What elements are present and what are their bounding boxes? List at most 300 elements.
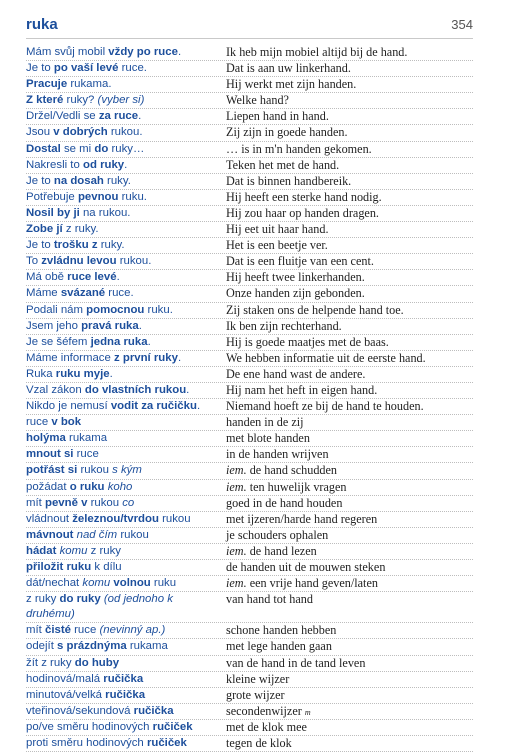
czech-phrase [26,335,224,350]
czech-phrase [26,463,224,478]
dutch-text: tegen de klok [226,736,292,751]
dutch-translation [226,496,471,511]
phrase-row [26,61,473,77]
czech-phrase [26,592,224,622]
phrase-row [26,383,473,399]
czech-text: k dílu [91,561,122,573]
czech-text: hodinová/malá [26,672,104,685]
dutch-translation [226,77,471,92]
czech-text: odejít [26,640,58,653]
czech-text: z ruky. [62,223,99,236]
phrase-row [26,592,473,623]
czech-text: ruku. [144,303,173,316]
dutch-translation [226,270,471,285]
phrase-row [26,351,473,367]
phrase-row [26,142,473,158]
czech-text: vteřinová/sekundová [26,704,134,717]
czech-phrase [26,77,224,92]
czech-text: rukou [117,528,149,541]
dutch-text: handen in de zij [226,415,304,430]
czech-phrase [26,351,224,366]
czech-text: minutová/velká [26,688,106,701]
czech-text: ruky… [108,142,145,155]
phrase-row [26,125,473,141]
dutch-text: de hand lezen [246,543,317,558]
dutch-translation [226,576,471,591]
phrase-row [26,335,473,351]
phrase-row [26,238,473,254]
czech-phrase [26,544,224,559]
czech-text: rukou [77,464,113,477]
czech-text: s prázdnýma [57,640,127,653]
phrase-row [26,367,473,383]
czech-text: co [122,496,135,509]
dutch-text: Ik heb mijn mobiel altijd bij de hand. [226,45,408,59]
dutch-translation [226,109,471,124]
czech-text: rukama [126,640,168,653]
czech-phrase [26,45,224,60]
dutch-text: Dat is binnen handbereik. [226,173,352,188]
phrase-row [26,431,473,447]
dutch-translation [226,335,471,350]
dutch-translation [226,736,471,751]
czech-text: koho [107,480,133,493]
czech-text: na rukou. [79,206,131,219]
phrase-row [26,656,473,672]
phrase-row [26,77,473,93]
dutch-translation [226,125,471,140]
dutch-translation [226,720,471,735]
czech-text: komu [82,577,111,590]
czech-text: Vzal zákon [26,383,85,396]
dutch-translation [226,158,471,173]
dutch-text: Niemand hoeft ze bij de hand te houden. [226,399,424,414]
czech-text: do [94,142,109,155]
czech-phrase [26,623,224,638]
czech-text: . [177,351,182,364]
czech-text: (od jednoho k druhému) [26,593,173,621]
phrase-row [26,544,473,560]
dutch-text: Hij is goede maatjes met de baas. [226,334,389,349]
czech-text: železnou/tvrdou [72,512,159,525]
phrase-row [26,463,473,479]
dutch-translation [226,463,471,478]
czech-text: ruky. [103,174,131,187]
page-header [26,14,473,39]
czech-text: pevnou [77,190,119,203]
dutch-text: Hij zou haar op handen dragen. [226,205,379,220]
phrase-row [26,399,473,415]
dutch-text: Teken het met de hand. [226,157,340,172]
czech-text: svázané [60,287,106,300]
czech-text: rukama [65,432,108,445]
czech-phrase [26,383,224,398]
dutch-translation [226,399,471,414]
czech-text: v bok [51,416,82,429]
dutch-translation [226,704,471,720]
czech-text: Je se šéfem [26,335,91,348]
czech-text: Máme informace [26,351,114,364]
czech-text: Nosil by ji [26,206,80,219]
dutch-text: schone handen hebben [226,623,337,638]
dutch-translation [226,286,471,301]
phrase-row [26,560,473,576]
dutch-text: kleine wijzer [226,671,290,686]
czech-text: ruce. [118,62,147,75]
czech-text: Z které [26,94,64,107]
czech-text: vládnout [26,512,73,525]
dutch-translation [226,639,471,654]
czech-text: zvládnu levou [41,255,117,268]
czech-text: ruku myje [55,367,110,380]
czech-text: se mi [60,142,95,155]
czech-text: přiložit ruku [26,561,92,573]
czech-phrase [26,496,224,511]
dutch-translation [226,319,471,334]
dutch-translation [226,592,471,607]
czech-phrase [26,431,224,446]
phrase-row [26,93,473,109]
dutch-text: grote wijzer [226,687,285,702]
dutch-translation [226,238,471,253]
czech-text: . [196,400,201,413]
phrase-row [26,480,473,496]
czech-phrase [26,142,224,157]
czech-phrase [26,704,224,719]
dutch-translation [226,190,471,205]
czech-text: do ruky [59,593,101,606]
dutch-text: van de hand in de tand leven [226,655,366,670]
dutch-text: Zij staken ons de helpende hand toe. [226,302,404,317]
dutch-text: ten huwelijk vragen [246,479,347,494]
phrase-row [26,576,473,592]
czech-phrase [26,158,224,173]
dutch-text: de handen uit de mouwen steken [226,560,386,574]
czech-text: v dobrých [53,126,108,139]
dutch-translation [226,45,471,60]
czech-text: potřást si [26,464,78,477]
czech-phrase [26,512,224,527]
dutch-text: Hij werkt met zijn handen. [226,77,357,92]
czech-phrase [26,639,224,654]
dutch-text: Onze handen zijn gebonden. [226,286,365,301]
czech-text: nad čím [76,528,118,541]
czech-text: čisté [44,624,71,637]
dutch-text: van hand tot hand [226,592,313,607]
headword: ruka [26,16,58,33]
dutch-text: De ene hand wast de andere. [226,366,366,381]
dutch-translation [226,656,471,671]
czech-text: . [186,383,190,396]
czech-text: ruky? [63,94,98,107]
dutch-text: Hij heeft twee linkerhanden. [226,270,365,285]
phrase-row [26,222,473,238]
czech-phrase [26,480,224,495]
czech-text: rukama. [67,78,112,91]
czech-text: . [138,319,142,332]
czech-text: (vyber si) [97,94,145,107]
dutch-text: Het is een beetje ver. [226,238,328,253]
czech-phrase [26,415,224,430]
czech-text: . [147,335,151,348]
czech-text: volnou [113,577,151,590]
czech-text: Podali nám [26,303,87,316]
dutch-text: je schouders ophalen [226,527,329,542]
czech-text: ručička [133,704,174,717]
czech-text: Pracuje [26,78,68,91]
czech-phrase [26,61,224,76]
czech-text: ručiček [146,737,187,750]
czech-text: trošku z [53,239,98,252]
phrase-row [26,190,473,206]
czech-text: mít [26,496,45,509]
czech-text: ruce [73,448,99,461]
czech-text: po/ve směru hodinových [26,720,153,733]
czech-text: mávnout [26,528,74,541]
czech-text: ruce [70,624,100,637]
dutch-text: met blote handen [226,431,310,446]
czech-text: s kým [112,464,142,477]
czech-text: (nevinný ap.) [99,624,166,637]
dutch-text: met de klok mee [226,719,307,734]
phrase-row [26,174,473,190]
czech-phrase [26,319,224,334]
czech-text: požádat [26,480,70,493]
czech-phrase [26,190,224,205]
czech-text: Jsou [26,126,54,139]
phrase-row [26,286,473,302]
czech-phrase [26,560,224,575]
phrase-row [26,270,473,286]
dutch-text: Liepen hand in hand. [226,109,329,124]
phrase-row [26,688,473,704]
czech-text: jedna ruka [90,335,148,348]
czech-phrase [26,447,224,462]
czech-text: mít [26,624,45,637]
czech-phrase [26,576,224,591]
dutch-translation [226,672,471,687]
phrase-row [26,704,473,720]
czech-phrase [26,303,224,318]
czech-text: z ruky [26,593,60,606]
czech-text: proti směru hodinových [26,737,147,750]
dutch-translation [226,688,471,703]
czech-phrase [26,109,224,124]
dutch-text: Zij zijn in goede handen. [226,125,348,140]
czech-text: Má obě [26,271,68,284]
czech-text: Zobe jí [26,223,63,236]
dutch-text: iem. [226,543,247,558]
czech-text: To [26,255,42,268]
czech-text: žít z ruky [26,656,75,669]
czech-text: z ruky [87,544,121,557]
czech-text: hádat [26,544,57,557]
czech-text: za ruce [98,110,139,123]
czech-phrase [26,206,224,221]
dutch-translation [226,61,471,76]
czech-text: dát/nechat [26,577,83,590]
dutch-text: goed in de hand houden [226,495,343,510]
czech-phrase [26,528,224,543]
czech-text: ruku. [118,190,147,203]
dutch-translation [226,142,471,157]
czech-text: ruce. [105,287,134,300]
dutch-text: secondenwijzer [226,703,305,718]
czech-text: ruky. [97,239,125,252]
dutch-text: een vrije hand geven/laten [246,576,378,591]
dutch-text: iem. [226,479,247,494]
page-number: 354 [451,17,473,32]
czech-text: vodit za ručičku [110,400,197,413]
czech-phrase [26,174,224,189]
dutch-translation [226,174,471,189]
czech-phrase [26,93,224,108]
czech-text: Potřebuje [26,190,78,203]
dutch-translation [226,544,471,559]
dutch-text: met lege handen gaan [226,639,332,654]
czech-text: Nikdo je nemusí [26,400,111,413]
czech-text: Mám svůj mobil [26,46,109,58]
czech-text: Ruka [26,367,56,380]
dutch-translation [226,367,471,382]
czech-phrase [26,286,224,301]
dutch-text: Ik ben zijn rechterhand. [226,318,342,333]
dutch-translation [226,512,471,527]
czech-text: ruce [26,416,52,429]
dutch-translation [226,480,471,495]
phrase-row [26,158,473,174]
dutch-text: Dat is een fluitje van een cent. [226,254,374,269]
phrase-row [26,254,473,270]
czech-text: Dostal [26,142,61,155]
czech-text: na dosah [53,174,104,187]
phrase-row [26,45,473,61]
phrase-row [26,415,473,431]
czech-phrase [26,736,224,751]
czech-text: ručička [103,672,144,685]
czech-text: rukou [158,512,191,525]
dutch-translation [226,93,471,108]
czech-text: Držel/Vedli se [26,110,99,123]
czech-text: do vlastních rukou [84,383,187,396]
phrase-list [26,45,473,752]
czech-text: . [124,158,128,171]
czech-text: ruku [150,577,177,590]
dutch-text: met ijzeren/harde hand regeren [226,511,378,526]
phrase-row [26,672,473,688]
dutch-translation [226,528,471,543]
dutch-translation [226,415,471,430]
czech-phrase [26,399,224,414]
dutch-text: iem. [226,463,247,478]
czech-text: rukou. [107,126,143,139]
phrase-row [26,109,473,125]
dutch-translation [226,623,471,638]
czech-text: Máme [26,287,61,300]
czech-text: komu [59,544,88,557]
dutch-translation [226,206,471,221]
dutch-translation [226,560,471,575]
dutch-text: in de handen wrijven [226,447,329,462]
czech-text: rukou [87,496,123,509]
czech-text: . [138,110,142,123]
dutch-text: Hij heeft een sterke hand nodig. [226,189,382,204]
czech-text: po vaší levé [53,62,119,75]
czech-text: Nakresli to [26,158,83,171]
czech-text: Je to [26,174,54,187]
phrase-row [26,303,473,319]
dutch-text: … is in m'n handen gekomen. [226,141,372,156]
dutch-text: Hij nam het heft in eigen hand. [226,382,378,397]
czech-text: pravá ruka [81,319,139,332]
czech-phrase [26,125,224,140]
czech-phrase [26,254,224,269]
phrase-row [26,528,473,544]
dutch-text: Welke hand? [226,93,289,108]
czech-text: . [177,46,182,58]
czech-text: od ruky [82,158,125,171]
phrase-row [26,720,473,736]
dutch-translation [226,254,471,269]
phrase-row [26,623,473,639]
czech-text: ruce levé [67,271,117,284]
czech-text: do huby [74,656,120,669]
dutch-text: m [304,707,311,717]
czech-phrase [26,656,224,671]
czech-phrase [26,238,224,253]
czech-text: pomocnou [86,303,145,316]
dutch-translation [226,447,471,462]
dutch-text: de hand schudden [246,463,338,478]
phrase-row [26,447,473,463]
phrase-row [26,319,473,335]
dutch-translation [226,431,471,446]
dutch-translation [226,222,471,237]
phrase-row [26,639,473,655]
czech-text: holýma [26,432,66,445]
dutch-text: We hebben informatie uit de eerste hand. [226,350,426,365]
czech-text: o ruku [69,480,105,493]
czech-phrase [26,720,224,735]
czech-phrase [26,222,224,237]
czech-phrase [26,367,224,382]
czech-text: mnout si [26,448,74,461]
czech-text: Je to [26,62,54,75]
czech-text: . [109,367,113,380]
czech-text: . [116,271,120,284]
czech-text: ručiček [152,720,193,733]
dutch-text: iem. [226,576,247,591]
dutch-text: Hij eet uit haar hand. [226,222,329,237]
dutch-translation [226,303,471,318]
czech-text: Je to [26,239,54,252]
dutch-text: Dat is aan uw linkerhand. [226,61,351,76]
czech-phrase [26,270,224,285]
phrase-row [26,496,473,512]
czech-phrase [26,688,224,703]
czech-text: Jsem jeho [26,319,82,332]
czech-phrase [26,672,224,687]
czech-text: pevně v [44,496,88,509]
czech-text: z první ruky [114,351,178,364]
phrase-row [26,206,473,222]
czech-text: vždy po ruce [108,46,178,58]
dutch-translation [226,383,471,398]
czech-text: rukou. [116,255,152,268]
phrase-row [26,512,473,528]
dutch-translation [226,351,471,366]
czech-text: ručička [105,688,146,701]
